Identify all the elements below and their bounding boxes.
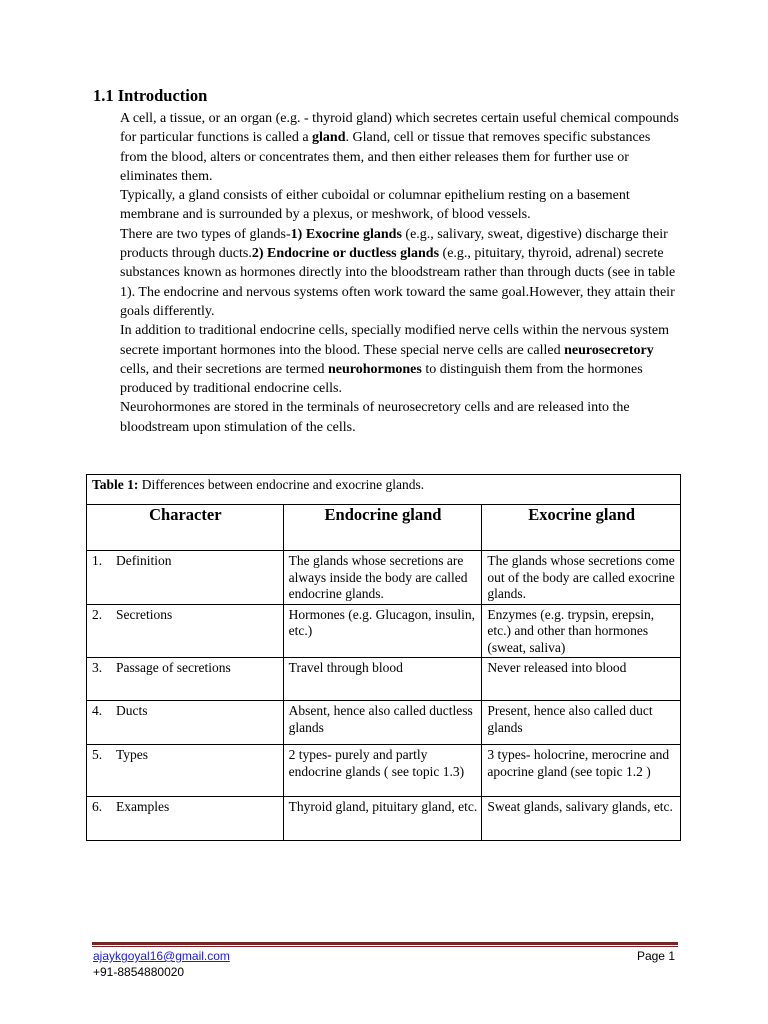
text-segment: . Gland, cell or tissue that removes specific substances from the blood, alters or concentrates them, and then either releases them for further use or eliminates them. (120, 130, 651, 184)
bold-term-neurosecretory: neurosecretory (564, 342, 654, 358)
row-number: 5. (92, 747, 103, 762)
exocrine-cell: Enzymes (e.g. trypsin, erepsin, etc.) and other than hormones (sweat, saliva) (482, 604, 681, 658)
header-endocrine: Endocrine gland (283, 505, 482, 551)
exocrine-cell: The glands whose secretions come out of the body are called exocrine glands. (482, 551, 681, 605)
row-number: 3. (92, 660, 103, 675)
table-row (87, 658, 681, 701)
paragraph-gland-definition (120, 109, 680, 186)
text-segment: cells, and their secretions are termed (120, 361, 328, 377)
paragraph-neurosecretory (120, 321, 680, 398)
character-label: Definition (116, 553, 172, 568)
table-header-row (87, 505, 681, 551)
exocrine-cell: 3 types- holocrine, merocrine and apocrine gland (see topic 1.2 ) (482, 745, 681, 797)
endocrine-cell: Absent, hence also called ductless glands (283, 701, 482, 745)
row-number: 2. (92, 606, 103, 622)
table-row (87, 797, 681, 841)
footer-email-link[interactable]: ajaykgoyal16@gmail.com (93, 949, 230, 963)
text-segment: (e.g., salivary, sweat, digestive) discharge their products through ducts. (120, 226, 668, 262)
exocrine-cell: Never released into blood (482, 658, 681, 701)
footer-phone: +91-8854880020 (93, 965, 185, 979)
row-number: 6. (92, 799, 103, 814)
endocrine-cell: 2 types- purely and partly endocrine glands ( see topic 1.3) (283, 745, 482, 797)
section-heading: 1.1 Introduction (93, 86, 208, 105)
table-caption-row (87, 475, 681, 505)
character-label: Secretions (116, 606, 173, 622)
bold-term-neurohormones: neurohormones (327, 361, 422, 377)
text-segment: A cell, a tissue, or an organ (e.g. - thyroid gland) which secretes certain useful chemical compounds for particular functions is called a (120, 111, 679, 146)
row-number: 4. (92, 703, 103, 718)
text-segment: (e.g., pituitary, thyroid, adrenal) secrete substances known as hormones directly into the bloodstream rather than through ducts (see in table 1). The endocrine and nervous systems often work toward the same goal.However, they attain their goals differently. (120, 246, 676, 319)
endocrine-cell: The glands whose secretions are always inside the body are called endocrine glands. (283, 551, 482, 605)
header-character: Character (87, 505, 284, 551)
footer-divider-thin (92, 946, 678, 947)
glands-comparison-table (86, 474, 681, 841)
text-segment: to distinguish them from the hormones produced by traditional endocrine cells. (120, 361, 643, 397)
bold-term-endocrine: 2) Endocrine or ductless glands (251, 246, 440, 262)
paragraph-neurohormones: Neurohormones are stored in the terminals of neurosecretory cells and are released into the bloodstream upon stimulation of the cells. (120, 400, 630, 435)
exocrine-cell: Sweat glands, salivary glands, etc. (482, 797, 681, 841)
paragraph-gland-structure: Typically, a gland consists of either cuboidal or columnar epithelium resting on a basement membrane and is surrounded by a plexus, or meshwork, of blood vessels. (120, 188, 630, 223)
table-row (87, 551, 681, 605)
header-exocrine: Exocrine gland (482, 505, 681, 551)
page-number: Page 1 (636, 949, 675, 963)
character-cell (87, 604, 284, 658)
character-label: Ducts (116, 703, 148, 718)
table-row (87, 604, 681, 658)
bold-term-exocrine: 1) Exocrine glands (290, 226, 402, 242)
character-label: Examples (116, 799, 170, 814)
footer-divider (92, 942, 678, 945)
row-number: 1. (92, 553, 103, 568)
character-label: Types (116, 747, 149, 762)
text-segment: In addition to traditional endocrine cells, specially modified nerve cells within the nervous system secrete important hormones into the blood. These special nerve cells are called (120, 323, 669, 358)
caption-label: Table 1: (92, 477, 139, 492)
bold-term-gland: gland (312, 130, 346, 146)
character-cell (87, 658, 284, 701)
table-row (87, 701, 681, 745)
character-label: Passage of secretions (116, 660, 231, 675)
character-cell (87, 551, 284, 605)
caption-text: Differences between endocrine and exocrine glands. (138, 477, 425, 492)
character-cell (87, 745, 284, 797)
exocrine-cell: Present, hence also called duct glands (482, 701, 681, 745)
intro-body (120, 109, 680, 437)
text-segment: There are two types of glands- (120, 226, 291, 242)
table-caption (87, 475, 681, 505)
endocrine-cell: Travel through blood (283, 658, 482, 701)
character-cell (87, 797, 284, 841)
paragraph-gland-types (120, 225, 680, 321)
character-cell (87, 701, 284, 745)
endocrine-cell: Hormones (e.g. Glucagon, insulin, etc.) (283, 604, 482, 658)
table-row (87, 745, 681, 797)
endocrine-cell: Thyroid gland, pituitary gland, etc. (283, 797, 482, 841)
